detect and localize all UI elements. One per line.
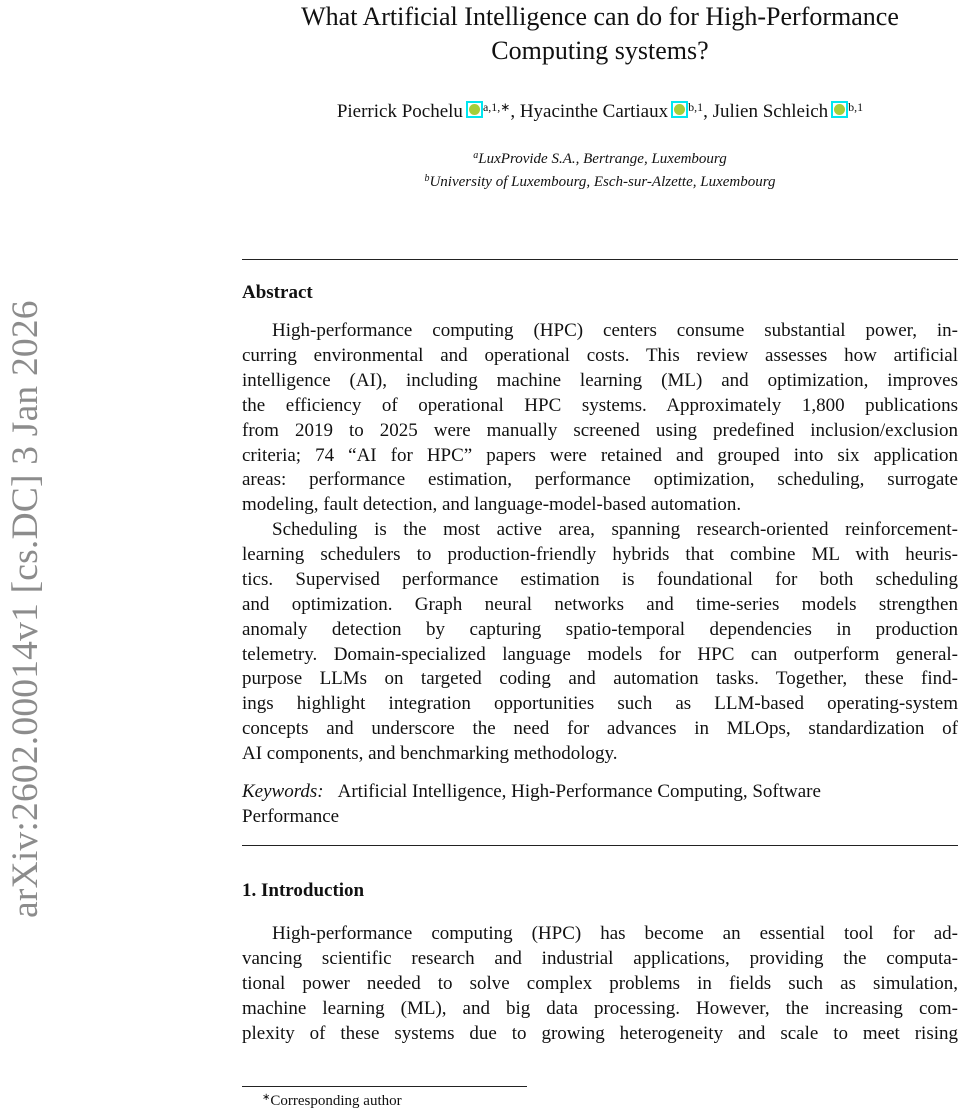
footnote [262,1092,402,1110]
text-line: tional power needed to solve complex problems in fields such as simulation, [242,972,958,994]
affiliations [242,146,958,192]
keywords-text: Artificial Intelligence, High-Performance Computing, Software [337,781,821,802]
text-line: ings highlight integration opportunities such as LLM-based operating-system [242,693,958,715]
text-line: learning schedulers to production-friendly hybrids that combine ML with heuris- [242,543,958,565]
footnote-text: Corresponding author [270,1093,402,1109]
author-name: Hyacinthe Cartiaux [519,101,669,122]
keywords-line: Performance [242,805,340,827]
text-line: and optimization. Graph neural networks and time-series models strengthen [242,593,958,615]
text-line: intelligence (AI), including machine learning (ML) and optimization, improves [242,369,958,391]
arxiv-identifier: arXiv:2602.00014v1 [cs.DC] 3 Jan 2026 [5,300,46,918]
title-line-2: Computing systems? [491,36,709,65]
keywords-label: Keywords: [242,781,324,802]
author-marks: b,1 [848,100,864,114]
text-line: areas: performance estimation, performance optimization, scheduling, surrogate [242,469,958,491]
text-line: anomaly detection by capturing spatio-temporal dependencies in production [242,618,958,640]
abstract-paragraph-1 [242,319,958,518]
top-rule [242,259,958,260]
text-line: plexity of these systems due to growing heterogeneity and scale to meet rising [242,1022,958,1044]
abstract-heading: Abstract [242,282,313,303]
footnote-rule [242,1086,527,1087]
text-line: AI components, and benchmarking methodology. [242,743,618,765]
text-line: concepts and underscore the need for advances in MLOps, standardization of [242,718,958,740]
text-line: telemetry. Domain-specialized language models for HPC can outperform general- [242,643,958,665]
title-line-1: What Artificial Intelligence can do for High-Performance [301,2,899,31]
text-line: vancing scientific research and industrial applications, providing the computa- [242,947,958,969]
text-line: tics. Supervised performance estimation is foundational for both scheduling [242,568,958,590]
keywords [242,780,958,830]
text-line: curring environmental and operational costs. This review assesses how artificial [242,344,958,366]
text-line: the efficiency of operational HPC systems. Approximately 1,800 publications [242,394,958,416]
affiliation-a [242,146,958,169]
author-marks: b,1 [688,100,704,114]
affiliation-text: University of Luxembourg, Esch-sur-Alzette, Luxembourg [429,174,776,190]
orcid-icon[interactable] [671,101,688,118]
orcid-icon[interactable] [831,101,848,118]
affiliation-mark: a [473,150,479,161]
abstract-paragraph-2 [242,518,958,767]
text-line: from 2019 to 2025 were manually screened using predefined inclusion/exclusion [242,419,958,441]
orcid-icon[interactable] [466,101,483,118]
text-line: purpose LLMs on targeted coding and automation tasks. Together, these find- [242,668,958,690]
text-line: High-performance computing (HPC) centers consume substantial power, in- [272,320,958,341]
text-line: modeling, fault detection, and language-model-based automation. [242,494,742,516]
intro-paragraph-1 [242,922,958,1047]
keywords-line [242,780,958,805]
author-marks: a,1,∗ [482,100,511,114]
author-name: Julien Schleich [712,101,829,122]
author-list: Pierrick Pochelu $^{a,1,∗}$, Hyacinthe Cartiaux $^{b,1}$, Julien Schleich $^{b,1}$ [336,100,864,122]
affiliation-mark: b [424,173,430,184]
paper-title [242,0,958,68]
affiliation-b [242,169,958,192]
footnote-mark: ∗ [262,1092,271,1103]
author-name: Pierrick Pochelu [336,101,463,122]
text-line: Scheduling is the most active area, spanning research-oriented reinforcement- [272,519,958,540]
text-line: High-performance computing (HPC) has become an essential tool for ad- [272,923,958,944]
affiliation-text: LuxProvide S.A., Bertrange, Luxembourg [478,151,727,167]
section-heading-introduction: 1. Introduction [242,880,365,901]
bottom-rule [242,845,958,846]
text-line: machine learning (ML), and big data processing. However, the increasing com- [242,997,958,1019]
text-line: criteria; 74 “AI for HPC” papers were retained and grouped into six application [242,444,958,466]
